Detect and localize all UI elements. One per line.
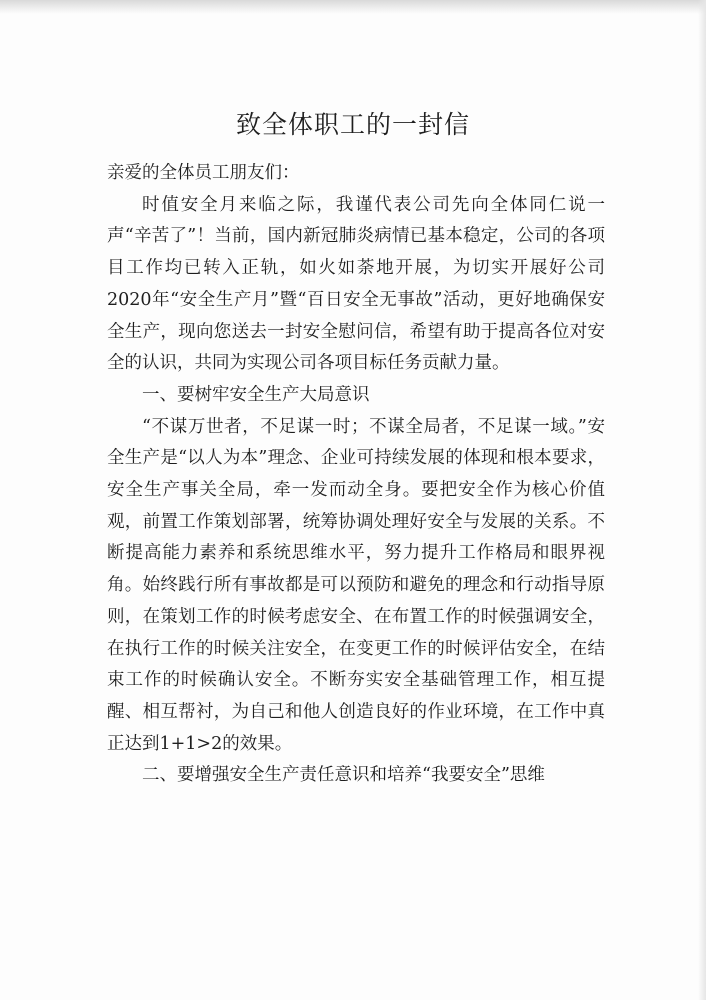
letter-body [107, 158, 605, 792]
paragraph-section-1: “不谋万世者，不足谋一时；不谋全局者，不足谋一域。”安全生产是“以人为本”理念、企业可持续发展的体现和根本要求，安全生产事关全局，牵一发而动全身。要把安全作为核心价值观，前置工作策划部署，统筹协调处理好安全与发展的关系。不断提高能力素养和系统思维水平，努力提升工作格局和眼界视角。始终践行所有事故都是可以预防和避免的理念和行动指导原则，在策划工作的时候考虑安全、在布置工作的时候强调安全，在执行工作的时候关注安全，在变更工作的时候评估安全，在结束工作的时候确认安全。不断夯实安全基础管理工作，相互提醒、相互帮衬，为自己和他人创造良好的作业环境，在工作中真正达到1+1>2的效果。 [107, 416, 605, 754]
letter-title: 致全体职工的一封信 [235, 110, 470, 139]
scan-shadow-right [698, 0, 706, 1000]
paragraph-intro: 时值安全月来临之际，我谨代表公司先向全体同仁说一声“辛苦了”！当前，国内新冠肺炎病情已基本稳定，公司的各项目工作均已转入正轨，如火如荼地开展，为切实开展好公司2020年“安全生产月”暨“百日安全无事故”活动，更好地确保安全生产，现向您送去一封安全慰问信，希望有助于提高各位对安全的认识，共同为实现公司各项目标任务贡献力量。 [107, 194, 605, 374]
salutation: 亲爱的全体员工朋友们： [107, 163, 300, 183]
section-heading-1: 一、要树牢安全生产大局意识 [142, 384, 370, 405]
scan-shadow-top [0, 0, 706, 14]
section-heading-2: 二、要增强安全生产责任意识和培养“我要安全”思维 [142, 765, 545, 786]
